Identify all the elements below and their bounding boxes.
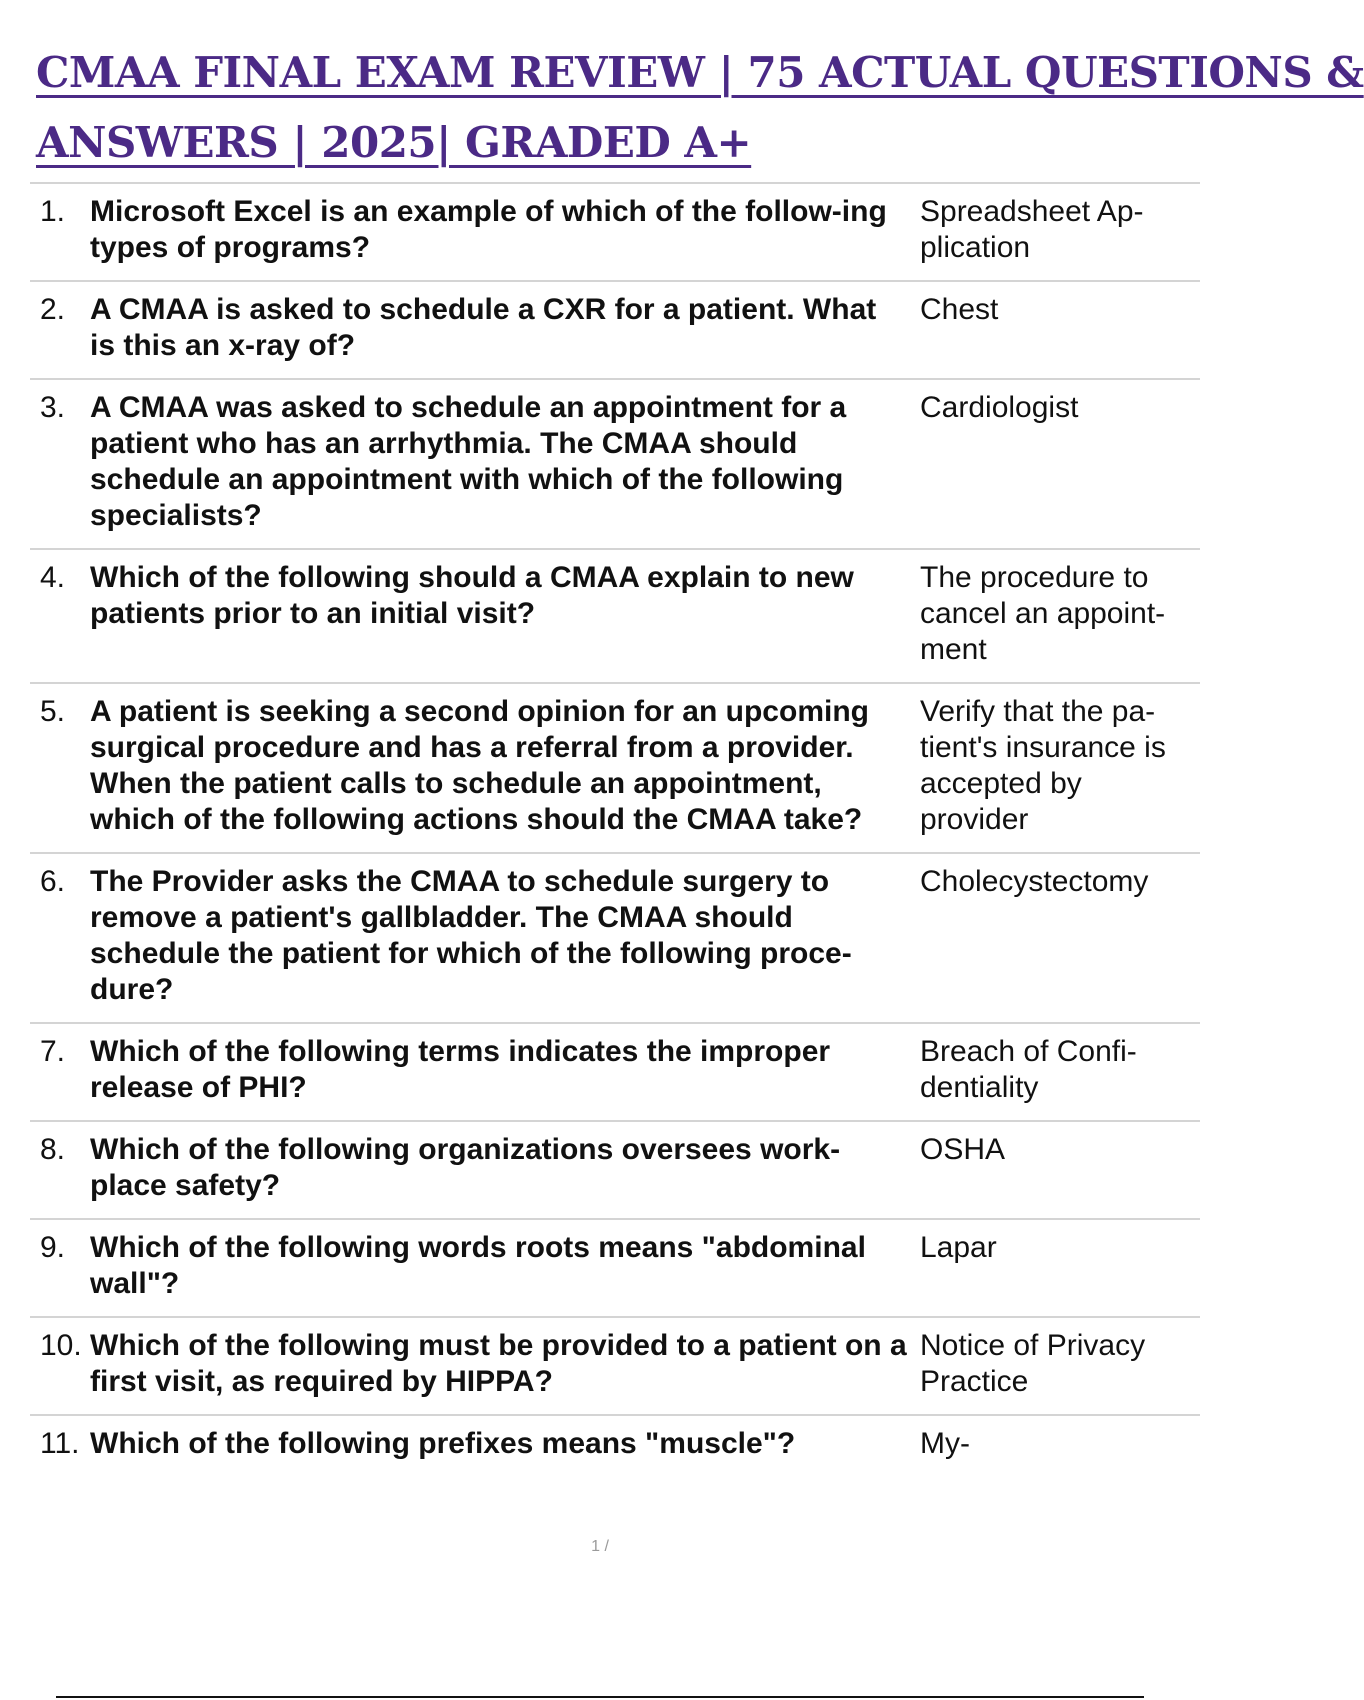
question-number: 4.: [40, 561, 66, 594]
question-text: Which of the following must be provided to a patient on a first visit, as required by HIPPA?: [90, 1329, 907, 1398]
title-line-1: CMAA FINAL EXAM REVIEW | 75 ACTUAL QUESTIONS &: [36, 48, 1364, 97]
qa-row: [30, 282, 1200, 380]
question-number: 2.: [40, 293, 66, 326]
question-text: Which of the following prefixes means "muscle"?: [90, 1427, 796, 1460]
question-text: Which of the following words roots means "abdominal wall"?: [90, 1231, 866, 1300]
question-text: The Provider asks the CMAA to schedule surgery to remove a patient's gallbladder. The CMAA should schedule the patient for which of the following proce-dure?: [90, 865, 852, 1006]
qa-row: [30, 380, 1200, 550]
qa-row: [30, 1318, 1200, 1416]
question-number: 5.: [40, 695, 66, 728]
qa-row: [30, 1122, 1200, 1220]
question-text: Which of the following organizations oversees work-place safety?: [90, 1133, 841, 1202]
question-number: 7.: [40, 1035, 66, 1068]
question-text: A CMAA is asked to schedule a CXR for a patient. What is this an x-ray of?: [90, 293, 877, 362]
question-text: A CMAA was asked to schedule an appointment for a patient who has an arrhythmia. The CMAA should schedule an appointment with which of the following specialists?: [90, 391, 847, 532]
question-number: 3.: [40, 391, 66, 424]
question-text: Microsoft Excel is an example of which of the follow-ing types of programs?: [90, 195, 887, 264]
question-number: 8.: [40, 1133, 66, 1166]
qa-row: [30, 684, 1200, 854]
qa-row: [30, 1416, 1200, 1476]
question-number: 6.: [40, 865, 66, 898]
question-text: Which of the following should a CMAA explain to new patients prior to an initial visit?: [90, 561, 854, 630]
answer-text: Breach of Confi-dentiality: [920, 1035, 1137, 1104]
page-number: 1 /: [591, 1538, 609, 1555]
bottom-divider: [56, 1696, 1144, 1698]
question-number: 9.: [40, 1231, 66, 1264]
qa-row: [30, 184, 1200, 282]
qa-table: [30, 182, 1200, 1476]
question-number: 11.: [40, 1427, 80, 1460]
answer-text: Spreadsheet Ap-plication: [920, 195, 1144, 264]
question-number: 1.: [40, 195, 66, 228]
qa-row: [30, 1220, 1200, 1318]
answer-text: Lapar: [920, 1231, 997, 1264]
answer-text: My-: [920, 1427, 970, 1460]
qa-row: [30, 550, 1200, 684]
answer-text: The procedure to cancel an appoint-ment: [920, 561, 1166, 666]
question-number: 10.: [40, 1329, 82, 1362]
answer-text: Notice of Privacy Practice: [920, 1329, 1146, 1398]
qa-row: [30, 1024, 1200, 1122]
answer-text: Verify that the pa-tient's insurance is accepted by provider: [920, 695, 1166, 836]
answer-text: Cholecystectomy: [920, 865, 1149, 898]
question-text: Which of the following terms indicates the improper release of PHI?: [90, 1035, 831, 1104]
qa-row: [30, 854, 1200, 1024]
title-line-2: ANSWERS | 2025| GRADED A+: [36, 118, 752, 167]
document-title: [36, 38, 1364, 178]
question-text: A patient is seeking a second opinion for an upcoming surgical procedure and has a referral from a provider. When the patient calls to schedule an appointment, which of the following actions should the CMAA take?: [90, 695, 869, 836]
answer-text: Chest: [920, 293, 999, 326]
answer-text: OSHA: [920, 1133, 1006, 1166]
answer-text: Cardiologist: [920, 391, 1079, 424]
